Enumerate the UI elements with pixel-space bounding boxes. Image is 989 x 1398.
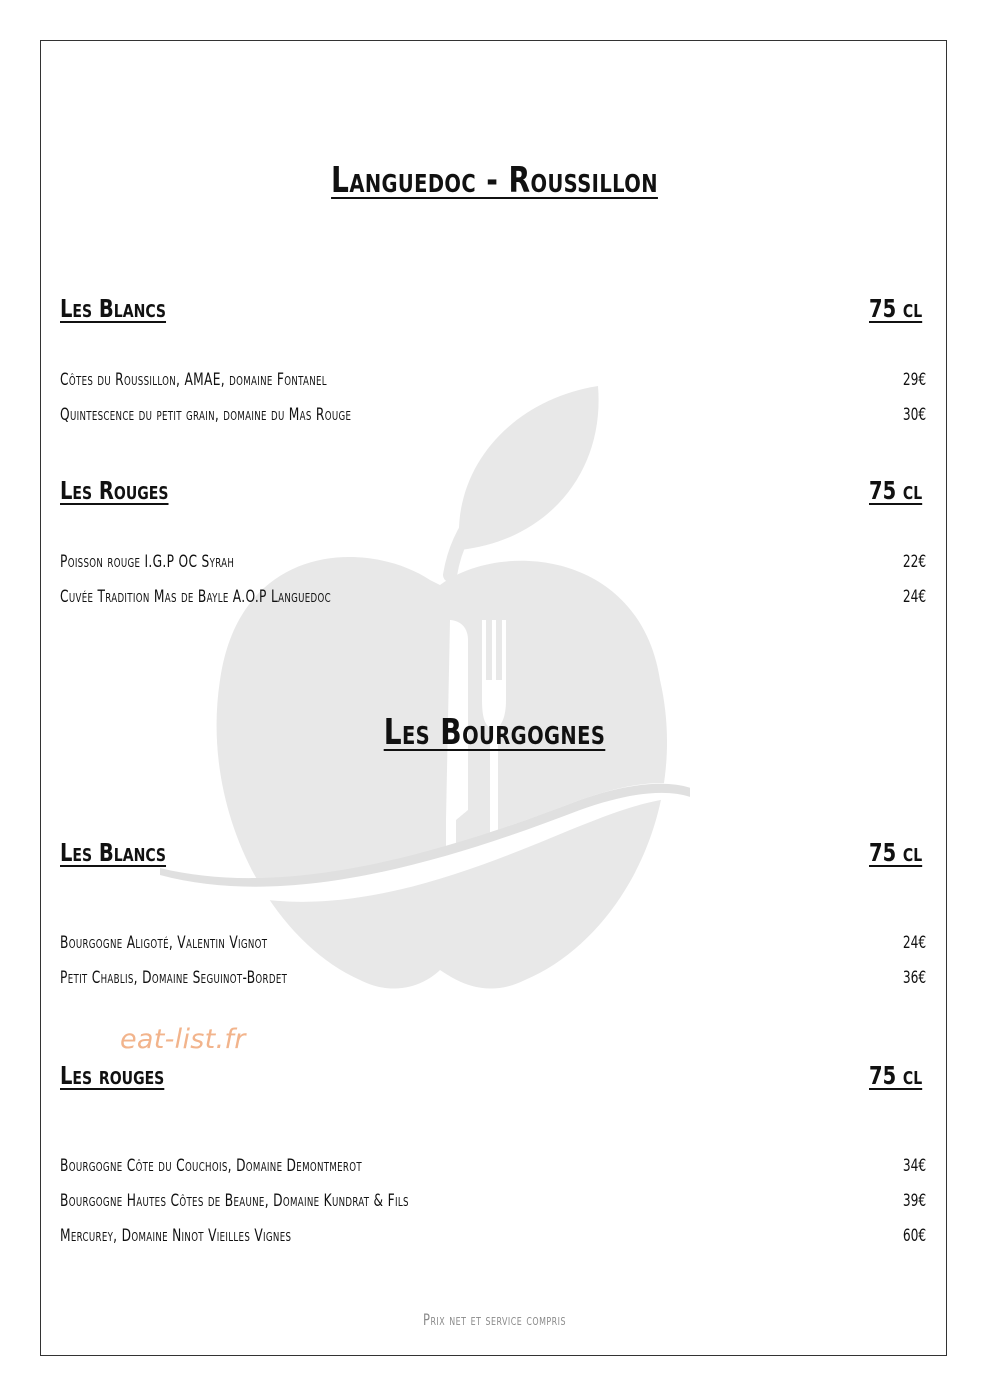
- wine-item: [60, 1191, 926, 1215]
- wine-price: 24€: [902, 587, 926, 607]
- category-label: Les Blancs: [60, 838, 167, 867]
- wine-item: [60, 933, 926, 957]
- wine-price: 29€: [902, 370, 926, 390]
- wine-name: Petit Chablis, Domaine Seguinot-Bordet: [60, 968, 288, 988]
- wine-item: [60, 968, 926, 992]
- wine-name: Poisson rouge I.G.P OC Syrah: [60, 552, 235, 572]
- footer-note: Prix net et service compris: [423, 1310, 566, 1329]
- wine-name: Côtes du Roussillon, AMAE, domaine Fontanel: [60, 370, 327, 390]
- volume-label: 75 cl: [868, 294, 922, 323]
- category-label: Les rouges: [60, 1061, 165, 1090]
- wine-item: [60, 1226, 926, 1250]
- section-title-bourgogne: Les Bourgognes: [383, 712, 606, 753]
- volume-label: 75 cl: [868, 838, 922, 867]
- wine-name: Bourgogne Hautes Côtes de Beaune, Domaine Kundrat & Fils: [60, 1191, 409, 1211]
- site-watermark: eat-list.fr: [120, 1024, 246, 1055]
- wine-item: [60, 587, 926, 611]
- wine-price: 34€: [902, 1156, 926, 1176]
- category-label: Les Rouges: [60, 476, 169, 505]
- wine-price: 24€: [902, 933, 926, 953]
- wine-name: Mercurey, Domaine Ninot Vieilles Vignes: [60, 1226, 292, 1246]
- wine-name: Cuvée Tradition Mas de Bayle A.O.P Languedoc: [60, 587, 331, 607]
- languedoc-rouges-header: [60, 476, 922, 512]
- wine-name: Bourgogne Aligoté, Valentin Vignot: [60, 933, 268, 953]
- volume-label: 75 cl: [868, 1061, 922, 1090]
- wine-item: [60, 552, 926, 576]
- wine-price: 60€: [902, 1226, 926, 1246]
- wine-name: Bourgogne Côte du Couchois, Domaine Demontmerot: [60, 1156, 362, 1176]
- wine-item: [60, 405, 926, 429]
- wine-price: 39€: [902, 1191, 926, 1211]
- bourgogne-rouges-header: [60, 1061, 922, 1097]
- wine-name: Quintescence du petit grain, domaine du Mas Rouge: [60, 405, 352, 425]
- section-title-languedoc: Languedoc - Roussillon: [331, 160, 658, 201]
- volume-label: 75 cl: [868, 476, 922, 505]
- languedoc-blancs-header: [60, 294, 922, 330]
- category-label: Les Blancs: [60, 294, 167, 323]
- bourgogne-blancs-header: [60, 838, 922, 874]
- wine-item: [60, 370, 926, 394]
- wine-price: 30€: [902, 405, 926, 425]
- wine-price: 36€: [902, 968, 926, 988]
- wine-item: [60, 1156, 926, 1180]
- wine-price: 22€: [902, 552, 926, 572]
